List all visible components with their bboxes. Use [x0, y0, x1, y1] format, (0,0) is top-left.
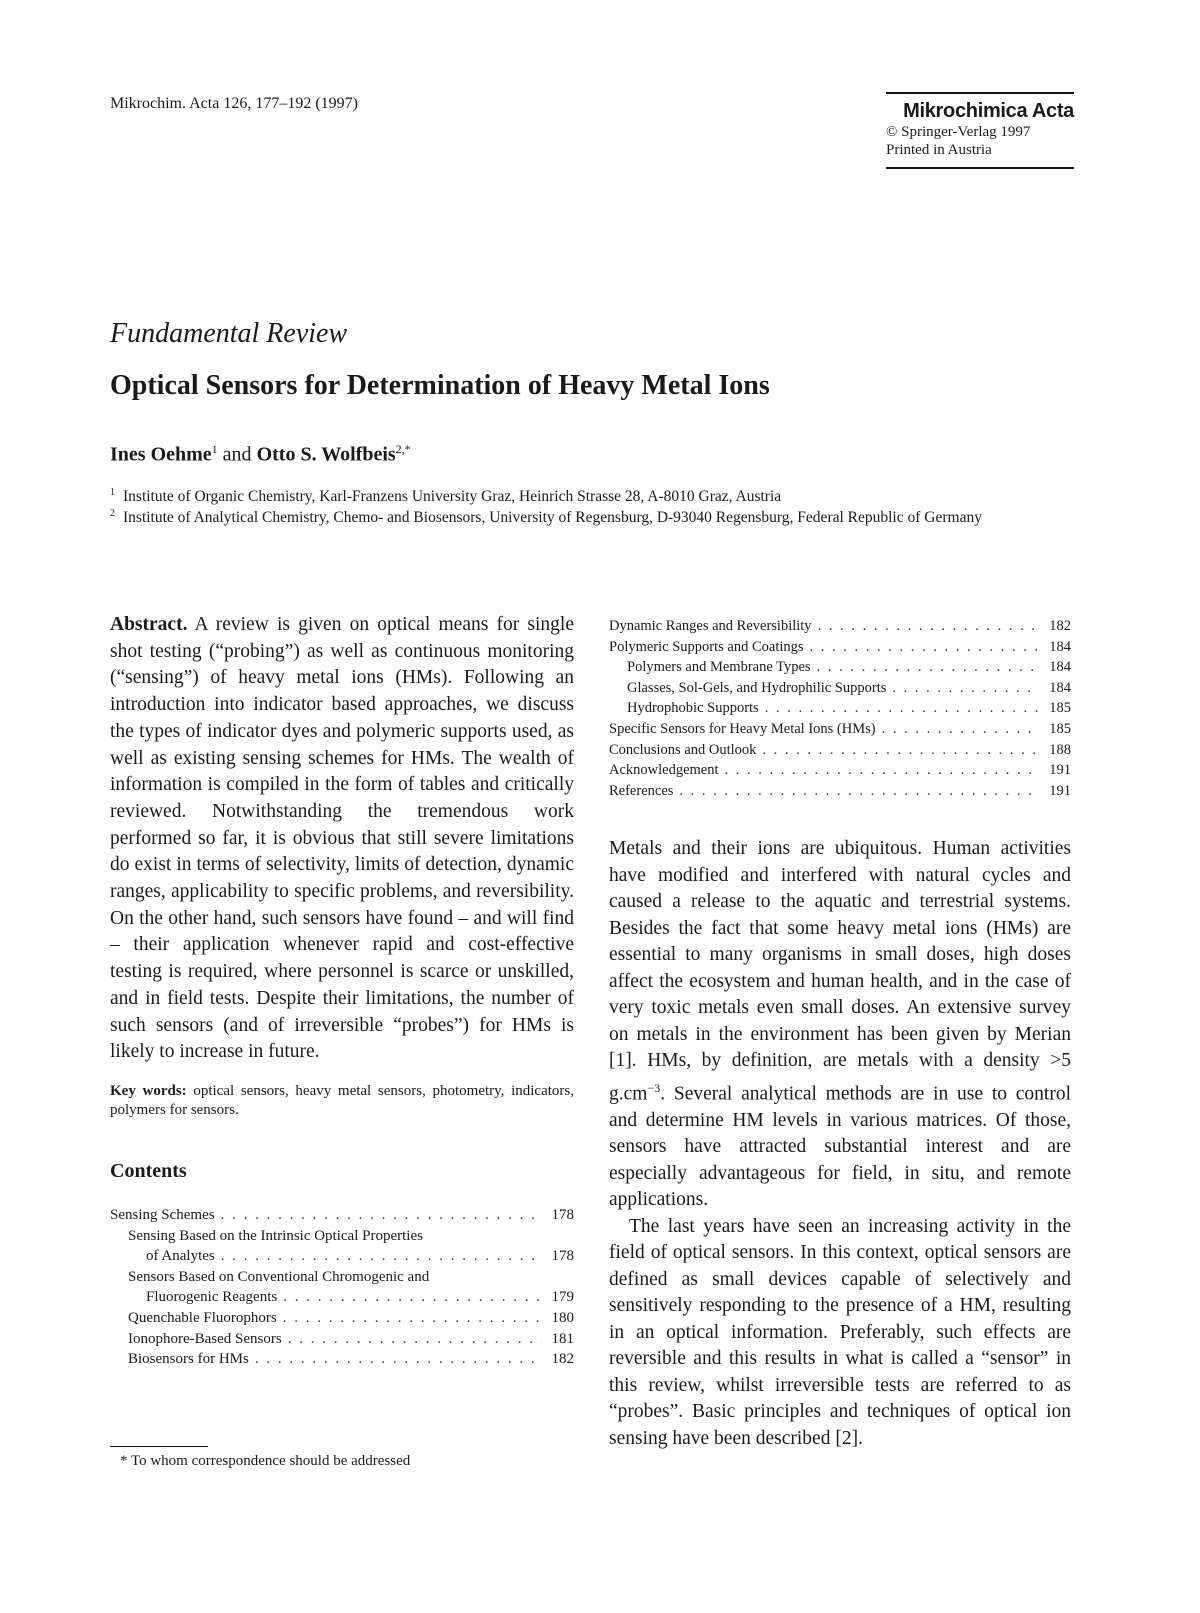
toc-entry[interactable]: [110, 1308, 574, 1329]
toc-entry[interactable]: [609, 616, 1071, 637]
toc-page: 185: [1049, 720, 1071, 737]
toc-page: 188: [1049, 741, 1071, 758]
toc-entry[interactable]: [609, 781, 1071, 802]
toc-label: of Analytes: [146, 1248, 215, 1265]
journal-name: Mikrochimica Acta: [903, 100, 1074, 122]
author-line: [110, 442, 411, 467]
body-paragraph-1-text: Metals and their ions are ubiquitous. Human activities have modified and interfered with natural cycles and caused a release to the aquatic and terrestrial systems. Besides the fact that some heavy metal ions (HMs) are essential to many organisms in small doses, high doses affect the ecosystem and human health, and in the case of very toxic metals even small doses. An extensive survey on metals in the environment has been given by Merian [1]. HMs, by definition, are metals with a density >5 g.cm: [609, 838, 1071, 1104]
left-column: [110, 612, 574, 1370]
density-exponent: −3: [647, 1080, 661, 1095]
toc-entry[interactable]: [110, 1205, 574, 1226]
toc-right: [609, 616, 1071, 801]
toc-label: Conclusions and Outlook: [609, 741, 757, 758]
toc-leader: [221, 1205, 542, 1226]
affiliation-number: 1: [110, 487, 115, 498]
author-conjunction: and: [222, 443, 252, 466]
toc-entry[interactable]: [609, 760, 1071, 781]
citation-line: Mikrochim. Acta 126, 177–192 (1997): [110, 95, 358, 112]
toc-leader: [818, 616, 1039, 637]
author-1-affil: 1: [211, 442, 218, 456]
toc-entry-line1: Sensing Based on the Intrinsic Optical Properties: [128, 1227, 423, 1244]
toc-label: Sensing Schemes: [110, 1206, 215, 1223]
toc-page: 191: [1049, 782, 1071, 799]
toc-leader: [679, 781, 1039, 802]
toc-leader: [221, 1246, 542, 1267]
toc-page: 182: [551, 1351, 574, 1368]
contents-heading: Contents: [110, 1159, 187, 1182]
section-type: Fundamental Review: [110, 318, 348, 349]
toc-label: Hydrophobic Supports: [627, 700, 759, 717]
toc-page: 178: [551, 1248, 574, 1265]
toc-leader: [283, 1308, 542, 1329]
toc-leader: [817, 657, 1039, 678]
keywords-text: optical sensors, heavy metal sensors, photometry, indicators, polymers for sensors.: [110, 1082, 574, 1118]
toc-label: Biosensors for HMs: [128, 1351, 249, 1368]
copyright-line: © Springer-Verlag 1997: [886, 124, 1031, 140]
toc-entry[interactable]: [609, 637, 1071, 658]
toc-leader: [255, 1349, 542, 1370]
toc-entry[interactable]: [609, 678, 1071, 699]
toc-page: 179: [551, 1289, 574, 1306]
toc-leader: [765, 698, 1039, 719]
toc-label: Polymers and Membrane Types: [627, 659, 811, 676]
toc-page: 184: [1049, 679, 1071, 696]
keywords-label: Key words:: [110, 1082, 187, 1099]
toc-entry[interactable]: [110, 1246, 574, 1267]
toc-leader: [810, 637, 1039, 658]
affiliation-text: Institute of Analytical Chemistry, Chemo- and Biosensors, University of Regensburg, D-93040 Regensburg, Federal Republic of Germany: [123, 509, 982, 527]
toc-page: 184: [1049, 638, 1071, 655]
footnote-rule: [110, 1446, 208, 1447]
toc-label: Acknowledgement: [609, 762, 719, 779]
body-paragraph-1-text-cont: . Several analytical methods are in use to control and determine HM levels in various matrices. Of those, sensors have attracted substantial interest and are especially advantageous for field, in situ, and remote applications.: [609, 1083, 1071, 1210]
affiliation-number: 2: [110, 508, 115, 519]
toc-entry[interactable]: [609, 740, 1071, 761]
toc-page: 181: [551, 1330, 574, 1347]
toc-entry-line1: Sensors Based on Conventional Chromogenic and: [128, 1268, 430, 1285]
toc-label: References: [609, 782, 674, 799]
toc-leader: [882, 719, 1039, 740]
abstract: [110, 612, 574, 1066]
toc-label: Specific Sensors for Heavy Metal Ions (HMs): [609, 720, 876, 737]
toc-label: Dynamic Ranges and Reversibility: [609, 618, 812, 634]
toc-label: Fluorogenic Reagents: [146, 1289, 278, 1306]
body-paragraph-1: [609, 836, 1071, 1214]
article-title: Optical Sensors for Determination of Heavy Metal Ions: [110, 370, 770, 401]
toc-leader: [892, 678, 1039, 699]
toc-entry[interactable]: [110, 1329, 574, 1350]
body-paragraph-2: The last years have seen an increasing activity in the field of optical sensors. In this context, optical sensors are defined as small devices capable of selectively and sensitively responding to the presence of a HM, resulting in an optical information. Preferably, such effects are reversible and this results in what is called a “sensor” in this review, whilst irreversible tests are referred to as “probes”. Basic principles and techniques of optical ion sensing have been described [2].: [609, 1215, 1071, 1449]
toc-page: 185: [1049, 700, 1071, 717]
keywords: [110, 1082, 574, 1120]
toc-leader: [288, 1329, 542, 1350]
toc-label: Polymeric Supports and Coatings: [609, 638, 804, 655]
journal-box: [886, 92, 1074, 169]
body-text-block: [609, 836, 1071, 1452]
affiliation-text: Institute of Organic Chemistry, Karl-Franzens University Graz, Heinrich Strasse 28, A-8010 Graz, Austria: [123, 488, 782, 506]
toc-leader: [762, 740, 1039, 761]
toc-leader: [725, 760, 1039, 781]
toc-page: 180: [551, 1309, 574, 1326]
toc-label: Glasses, Sol-Gels, and Hydrophilic Supports: [627, 679, 887, 696]
affiliation-2: [110, 508, 982, 527]
toc-page: 178: [551, 1206, 574, 1223]
toc-entry[interactable]: [110, 1349, 574, 1370]
toc-left: [110, 1205, 574, 1370]
affiliation-1: [110, 487, 781, 506]
toc-entry[interactable]: [609, 698, 1071, 719]
abstract-label: Abstract.: [110, 614, 188, 635]
toc-page: 182: [1049, 618, 1071, 634]
toc-page: 184: [1049, 659, 1071, 676]
toc-label: Ionophore-Based Sensors: [128, 1330, 282, 1347]
printed-line: Printed in Austria: [886, 142, 992, 158]
abstract-text: A review is given on optical means for single shot testing (“probing”) as well as continuous monitoring (“sensing”) of heavy metal ions (HMs). Following an introduction into indicator based approaches, we discuss the types of indicator dyes and polymeric supports used, as well as existing sensing schemes for HMs. The wealth of information is compiled in the form of tables and critically reviewed. Notwithstanding the tremendous work performed so far, it is obvious that still severe limitations do exist in terms of selectivity, limits of detection, dynamic ranges, applicability to specific problems, and reversibility. On the other hand, such sensors have found – and will find – their application whenever rapid and cost-effective testing is required, where personnel is scarce or unskilled, and in field tests. Despite their limitations, the number of such sensors (and of irreversible “probes”) for HMs is likely to increase in future.: [110, 614, 574, 1063]
author-1-name: Ines Oehme: [110, 443, 212, 466]
author-2-affil: 2,*: [395, 442, 411, 456]
toc-entry[interactable]: [609, 719, 1071, 740]
toc-leader: [283, 1287, 542, 1308]
toc-entry[interactable]: [609, 657, 1071, 678]
toc-label: Quenchable Fluorophors: [128, 1309, 277, 1326]
author-2-name: Otto S. Wolfbeis: [256, 443, 396, 466]
toc-entry[interactable]: [110, 1287, 574, 1308]
toc-page: 191: [1049, 762, 1071, 779]
footnote: * To whom correspondence should be addressed: [120, 1453, 411, 1469]
